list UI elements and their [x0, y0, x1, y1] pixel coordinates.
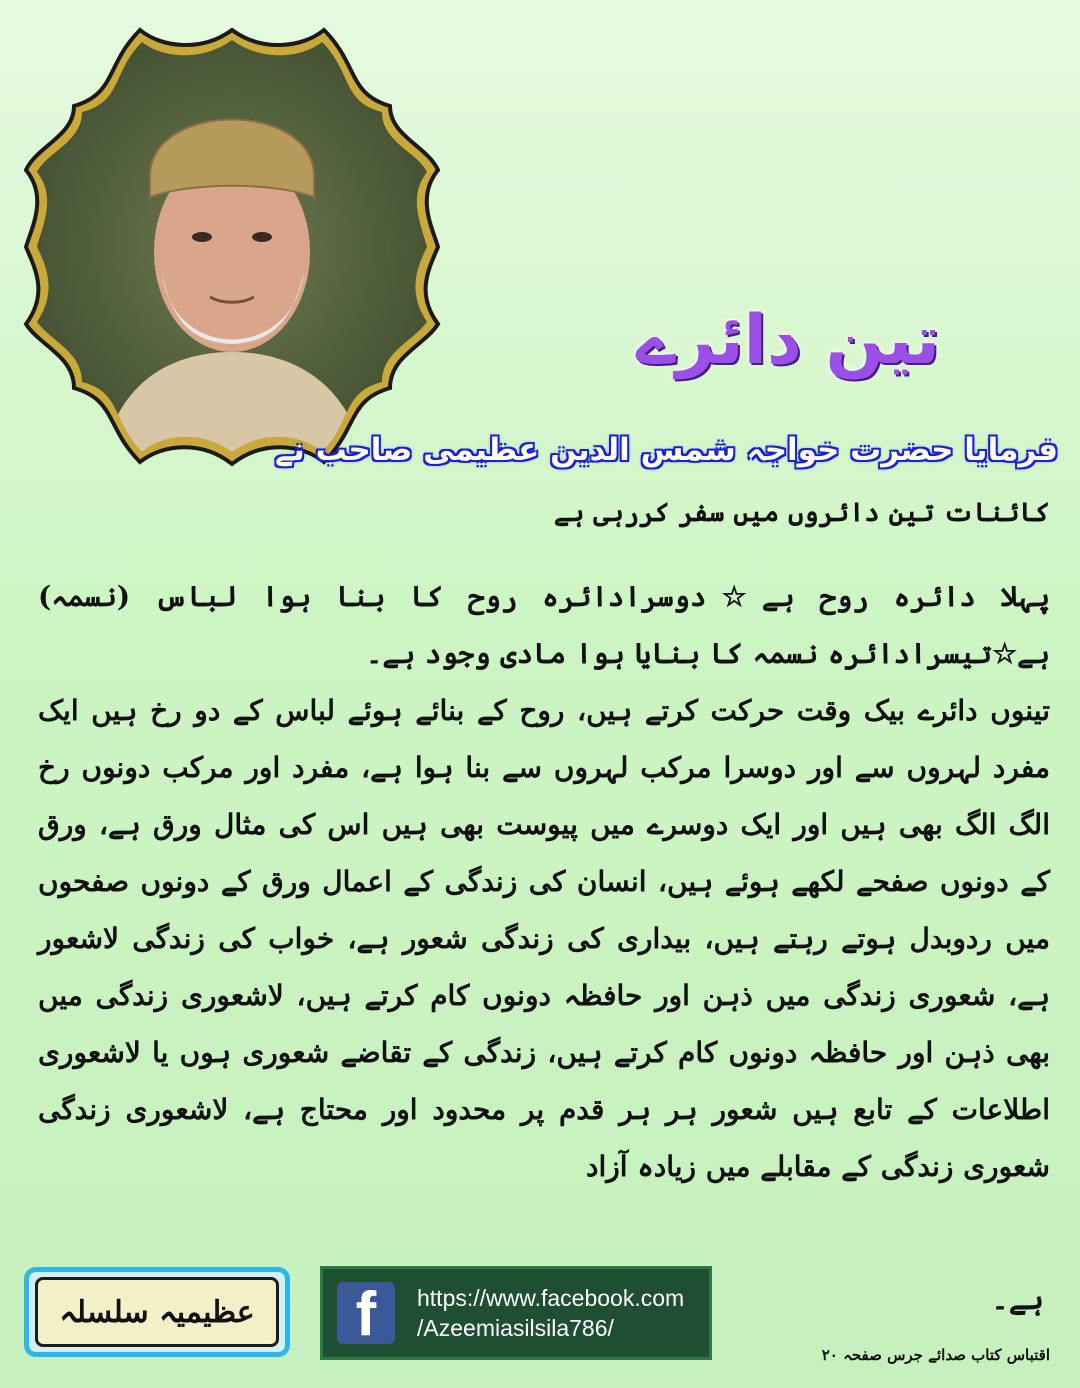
facebook-url-line1: https://www.facebook.com: [417, 1285, 685, 1311]
facebook-url-line2: /Azeemiasilsila786/: [417, 1315, 614, 1341]
paragraph-1: پہلا دائرہ روح ہے☆دوسرادائرہ روح کا بنا ہوا لباس (نسمہ) ہے☆تیسرادائرہ نسمہ کا بنایا ہوا مادی وجود ہے۔: [38, 580, 1050, 670]
portrait-image: [22, 22, 442, 470]
facebook-link-box[interactable]: [320, 1266, 712, 1360]
brand-badge[interactable]: [24, 1267, 290, 1357]
source-citation: اقتباس کتاب صدائے جرس صفحہ ۲۰: [821, 1346, 1050, 1364]
paragraph-2: تینوں دائرے بیک وقت حرکت کرتے ہیں، روح کے بنائے ہوئے لباس کے دو رخ ہیں ایک مفرد لہروں سے اور دوسرا مرکب لہروں سے بنا ہوا ہے، مفرد اور مرکب دونوں رخ الگ الگ بھی ہیں اور ایک دوسرے میں پیوست بھی ہیں اس کی مثال ورق ہے، ورق کے دونوں صفحے لکھے ہوئے ہیں، انسان کی زندگی کے اعمال ورق کے دونوں صفحوں میں ردوبدل ہوتے رہتے ہیں، بیداری کی زندگی شعور ہے، خواب کی زندگی لاشعور ہے، شعوری زندگی میں ذہن اور حافظہ دونوں کام کرتے ہیں، لاشعوری زندگی میں بھی ذہن اور حافظہ دونوں کام کرتے ہیں، زندگی کے تقاضے شعوری ہوں یا لاشعوری اطلاعات کے تابع ہیں شعور ہر ہر قدم پر محدود اور محتاج ہے، لاشعوری زندگی شعوری زندگی کے مقابلے میں زیادہ آزاد: [38, 694, 1050, 1183]
page-subtitle: فرمایا حضرت خواجہ شمس الدین عظیمی صاحب نے: [274, 432, 1058, 468]
page-title: تین دائرے: [635, 301, 940, 380]
facebook-icon: [337, 1282, 395, 1344]
facebook-glyph: f: [355, 1282, 377, 1344]
closing-text: ہے۔: [991, 1282, 1044, 1317]
portrait-frame: [22, 22, 442, 470]
intro-line: کائنات تین دائروں میں سفر کررہی ہے: [553, 498, 1050, 528]
facebook-url[interactable]: [417, 1283, 684, 1343]
article-body: [38, 568, 1050, 1195]
brand-label: عظیمیہ سلسلہ: [35, 1277, 279, 1347]
